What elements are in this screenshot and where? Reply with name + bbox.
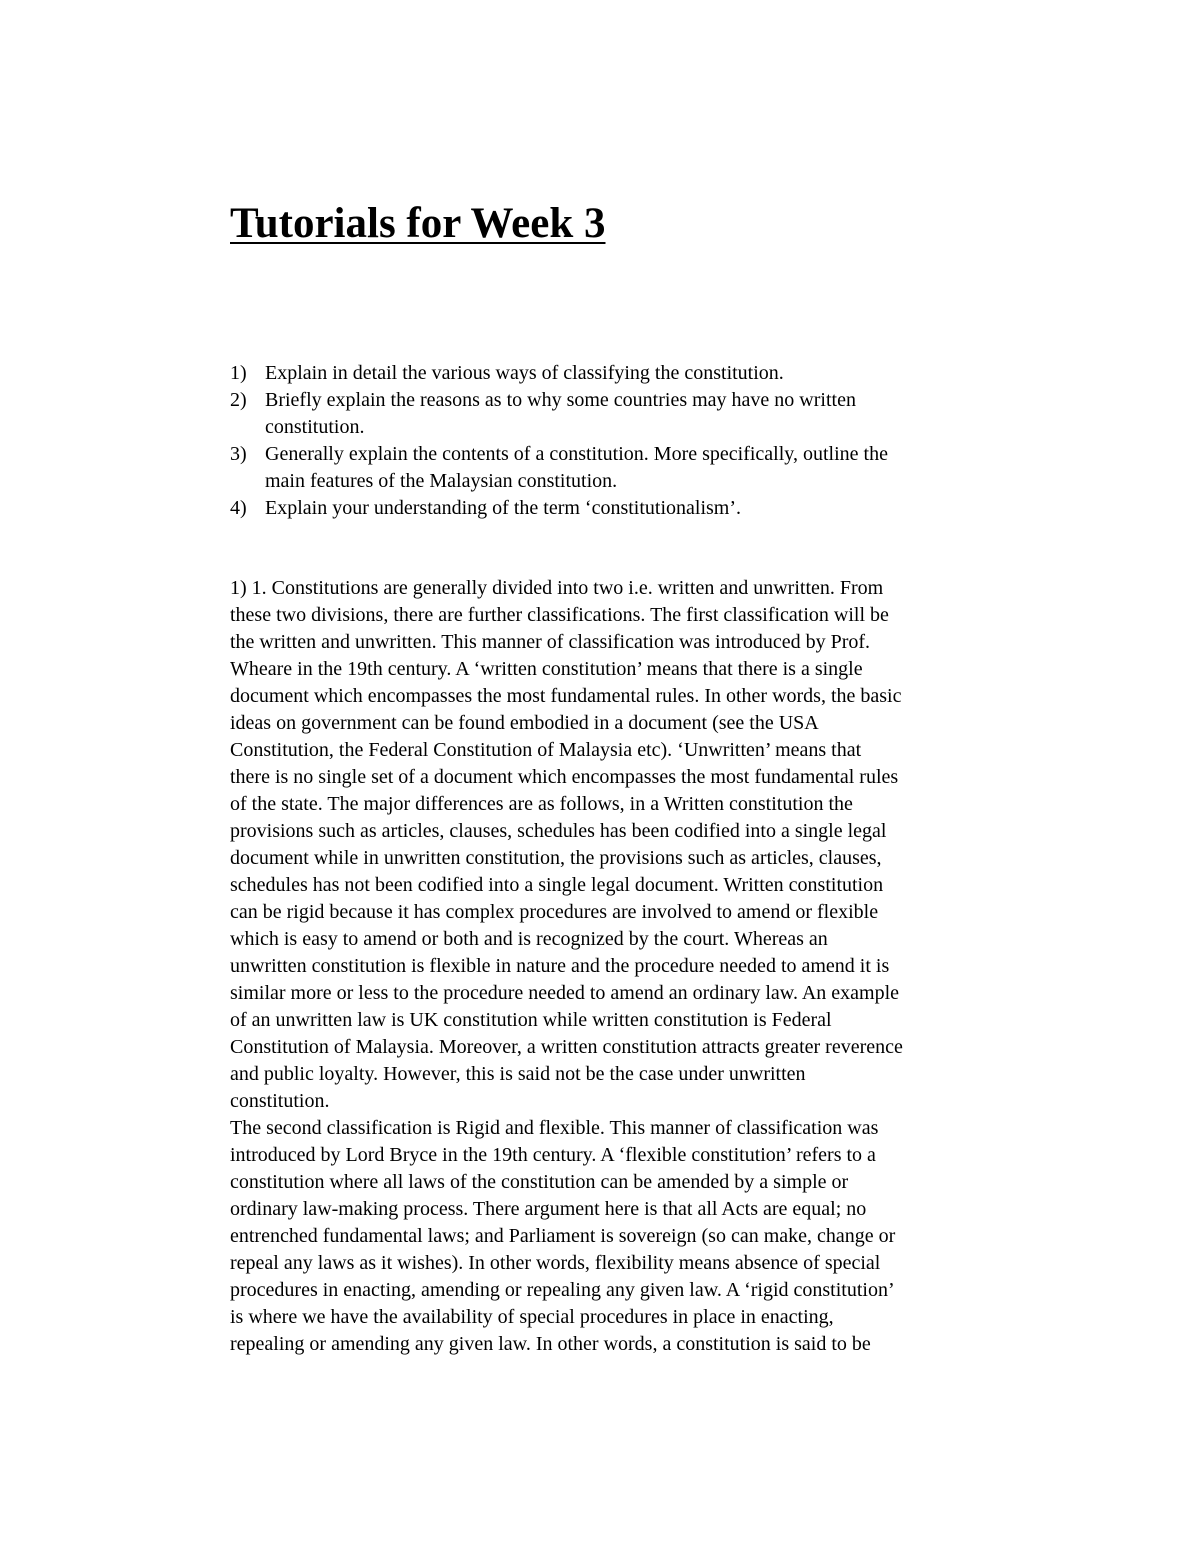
question-number: 4) [230, 497, 247, 519]
question-number: 1) [230, 362, 247, 384]
question-text-line: Explain in detail the various ways of classifying the constitution. [265, 362, 784, 384]
answer-text-line: constitution where all laws of the constitution can be amended by a simple or [230, 1171, 849, 1193]
answer-body [230, 575, 1030, 1358]
answer-text-line: provisions such as articles, clauses, schedules has been codified into a single legal [230, 820, 887, 842]
answer-text-line: ideas on government can be found embodied in a document (see the USA [230, 712, 819, 734]
question-text-line: constitution. [265, 416, 365, 438]
question-text-line: Briefly explain the reasons as to why some countries may have no written [265, 389, 856, 411]
answer-text-line: procedures in enacting, amending or repealing any given law. A ‘rigid constitution’ [230, 1279, 895, 1301]
answer-text-line: The second classification is Rigid and flexible. This manner of classification was [230, 1117, 879, 1139]
answer-text-line: is where we have the availability of special procedures in place in enacting, [230, 1306, 834, 1328]
question-number: 3) [230, 443, 247, 465]
question-item [230, 441, 1030, 495]
answer-text-line: ordinary law-making process. There argument here is that all Acts are equal; no [230, 1198, 867, 1220]
answer-text-line: schedules has not been codified into a single legal document. Written constitution [230, 874, 884, 896]
answer-text-line: document while in unwritten constitution, the provisions such as articles, clauses, [230, 847, 882, 869]
answer-text-line: which is easy to amend or both and is recognized by the court. Whereas an [230, 928, 828, 950]
answer-text-line: these two divisions, there are further classifications. The first classification will be [230, 604, 889, 626]
page-title: Tutorials for Week 3 [230, 200, 606, 247]
answer-text-line: of the state. The major differences are as follows, in a Written constitution the [230, 793, 853, 815]
answer-text-line: repealing or amending any given law. In other words, a constitution is said to be [230, 1333, 871, 1355]
answer-text-line: Constitution, the Federal Constitution of Malaysia etc). ‘Unwritten’ means that [230, 739, 862, 761]
question-text-line: Generally explain the contents of a constitution. More specifically, outline the [265, 443, 888, 465]
question-item [230, 360, 1030, 387]
answer-text-line: 1) 1. Constitutions are generally divided into two i.e. written and unwritten. From [230, 577, 884, 599]
answer-text-line: similar more or less to the procedure needed to amend an ordinary law. An example [230, 982, 900, 1004]
question-list [230, 360, 1030, 522]
answer-text-line: introduced by Lord Bryce in the 19th century. A ‘flexible constitution’ refers to a [230, 1144, 876, 1166]
answer-text-line: document which encompasses the most fundamental rules. In other words, the basic [230, 685, 902, 707]
answer-text-line: the written and unwritten. This manner of classification was introduced by Prof. [230, 631, 871, 653]
question-item [230, 387, 1030, 441]
answer-text-line: unwritten constitution is flexible in nature and the procedure needed to amend it is [230, 955, 890, 977]
question-item [230, 495, 1030, 522]
answer-text-line: repeal any laws as it wishes). In other words, flexibility means absence of special [230, 1252, 881, 1274]
question-text-line: main features of the Malaysian constitution. [265, 470, 618, 492]
answer-text-line: of an unwritten law is UK constitution while written constitution is Federal [230, 1009, 832, 1031]
answer-text-line: there is no single set of a document which encompasses the most fundamental rules [230, 766, 899, 788]
answer-text-line: Wheare in the 19th century. A ‘written constitution’ means that there is a single [230, 658, 863, 680]
answer-text-line: and public loyalty. However, this is said not be the case under unwritten [230, 1063, 806, 1085]
question-text-line: Explain your understanding of the term ‘constitutionalism’. [265, 497, 742, 519]
question-number: 2) [230, 389, 247, 411]
answer-text-line: entrenched fundamental laws; and Parliament is sovereign (so can make, change or [230, 1225, 896, 1247]
answer-text-line: can be rigid because it has complex procedures are involved to amend or flexible [230, 901, 879, 923]
answer-text-line: Constitution of Malaysia. Moreover, a written constitution attracts greater reverence [230, 1036, 903, 1058]
answer-text-line: constitution. [230, 1090, 330, 1112]
